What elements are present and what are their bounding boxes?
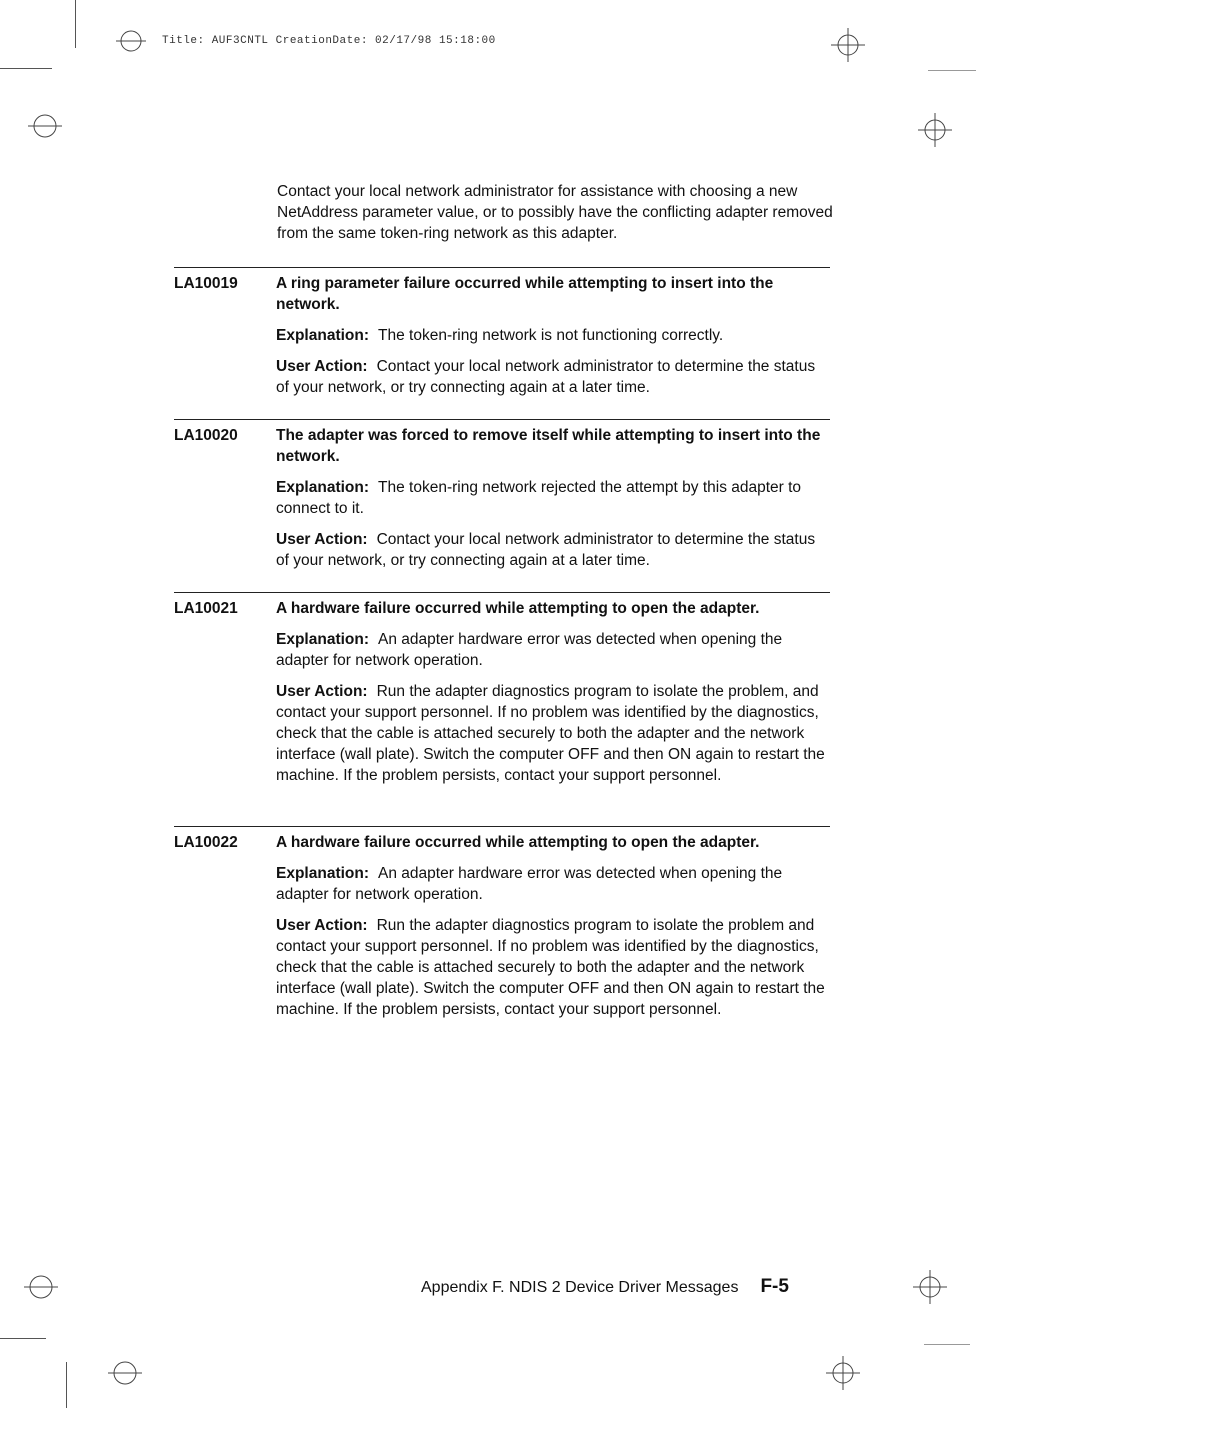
user-action-paragraph xyxy=(276,681,832,786)
explanation-text: The token-ring network rejected the attempt by this adapter to connect to it. xyxy=(276,479,802,517)
registration-mark-icon xyxy=(108,1360,142,1386)
crop-mark-bottom-right-horizontal xyxy=(924,1344,970,1345)
message-text: A hardware failure occurred while attempting to open the adapter. xyxy=(276,600,760,617)
explanation-paragraph xyxy=(276,629,832,671)
message-code: LA10019 xyxy=(174,275,238,292)
user-action-text: Run the adapter diagnostics program to isolate the problem, and contact your support personnel. If no problem was identified by the diagnostics, check that the cable is attached securely to both the adapter and the network interface (wall plate). Switch the computer OFF and then ON again to restart the machine. If the problem persists, contact your support personnel. xyxy=(276,683,825,784)
explanation-paragraph xyxy=(276,325,832,346)
explanation-label: Explanation: xyxy=(276,631,370,648)
crop-mark-top-left-horizontal xyxy=(0,68,52,69)
message-entry xyxy=(172,592,832,796)
message-entry xyxy=(172,826,832,1030)
user-action-text: Contact your local network administrator to determine the status of your network, or try connecting again at a later time. xyxy=(276,358,816,396)
message-code: LA10022 xyxy=(174,834,238,851)
explanation-text: An adapter hardware error was detected when opening the adapter for network operation. xyxy=(276,865,783,903)
user-action-paragraph xyxy=(276,915,832,1020)
user-action-paragraph xyxy=(276,356,832,398)
user-action-text: Contact your local network administrator to determine the status of your network, or try connecting again at a later time. xyxy=(276,531,816,569)
continuation-paragraph: Contact your local network administrator for assistance with choosing a new NetAddress parameter value, or to possibly have the conflicting adapter removed from the same token-ring network as this adapter. xyxy=(277,183,833,242)
message-code: LA10021 xyxy=(174,600,238,617)
message-text: The adapter was forced to remove itself while attempting to insert into the network. xyxy=(276,427,821,465)
explanation-label: Explanation: xyxy=(276,865,370,882)
registration-mark-icon xyxy=(28,113,62,139)
crop-mark-top-left-vertical xyxy=(75,0,76,48)
explanation-label: Explanation: xyxy=(276,479,370,496)
footer-title: Appendix F. NDIS 2 Device Driver Messages xyxy=(421,1279,739,1296)
explanation-paragraph xyxy=(276,863,832,905)
crosshair-mark-icon xyxy=(831,28,865,62)
crosshair-mark-icon xyxy=(913,1270,947,1304)
user-action-label: User Action: xyxy=(276,358,368,375)
message-entry xyxy=(172,267,832,408)
user-action-label: User Action: xyxy=(276,531,368,548)
registration-mark-icon xyxy=(116,29,146,53)
user-action-paragraph xyxy=(276,529,832,571)
crosshair-mark-icon xyxy=(918,113,952,147)
page-footer xyxy=(421,1276,789,1298)
user-action-label: User Action: xyxy=(276,917,368,934)
message-entry xyxy=(172,419,832,581)
explanation-text: An adapter hardware error was detected when opening the adapter for network operation. xyxy=(276,631,783,669)
user-action-label: User Action: xyxy=(276,683,368,700)
registration-mark-icon xyxy=(24,1274,58,1300)
crop-mark-bottom-left-vertical xyxy=(66,1362,67,1408)
crop-mark-bottom-left-horizontal xyxy=(0,1338,46,1339)
explanation-label: Explanation: xyxy=(276,327,370,344)
message-text: A hardware failure occurred while attempting to open the adapter. xyxy=(276,834,760,851)
message-text: A ring parameter failure occurred while attempting to insert into the network. xyxy=(276,275,774,313)
user-action-text: Run the adapter diagnostics program to isolate the problem and contact your support personnel. If no problem was identified by the diagnostics, check that the cable is attached securely to both the adapter and the network interface (wall plate). Switch the computer OFF and then ON again to restart the machine. If the problem persists, contact your support personnel. xyxy=(276,917,825,1018)
page-number: F-5 xyxy=(760,1276,789,1297)
crop-mark-top-right-horizontal xyxy=(928,70,976,71)
explanation-text: The token-ring network is not functioning correctly. xyxy=(378,327,724,344)
crosshair-mark-icon xyxy=(826,1356,860,1390)
explanation-paragraph xyxy=(276,477,832,519)
print-header-line: Title: AUF3CNTL CreationDate: 02/17/98 15:18:00 xyxy=(162,35,496,47)
message-code: LA10020 xyxy=(174,427,238,444)
